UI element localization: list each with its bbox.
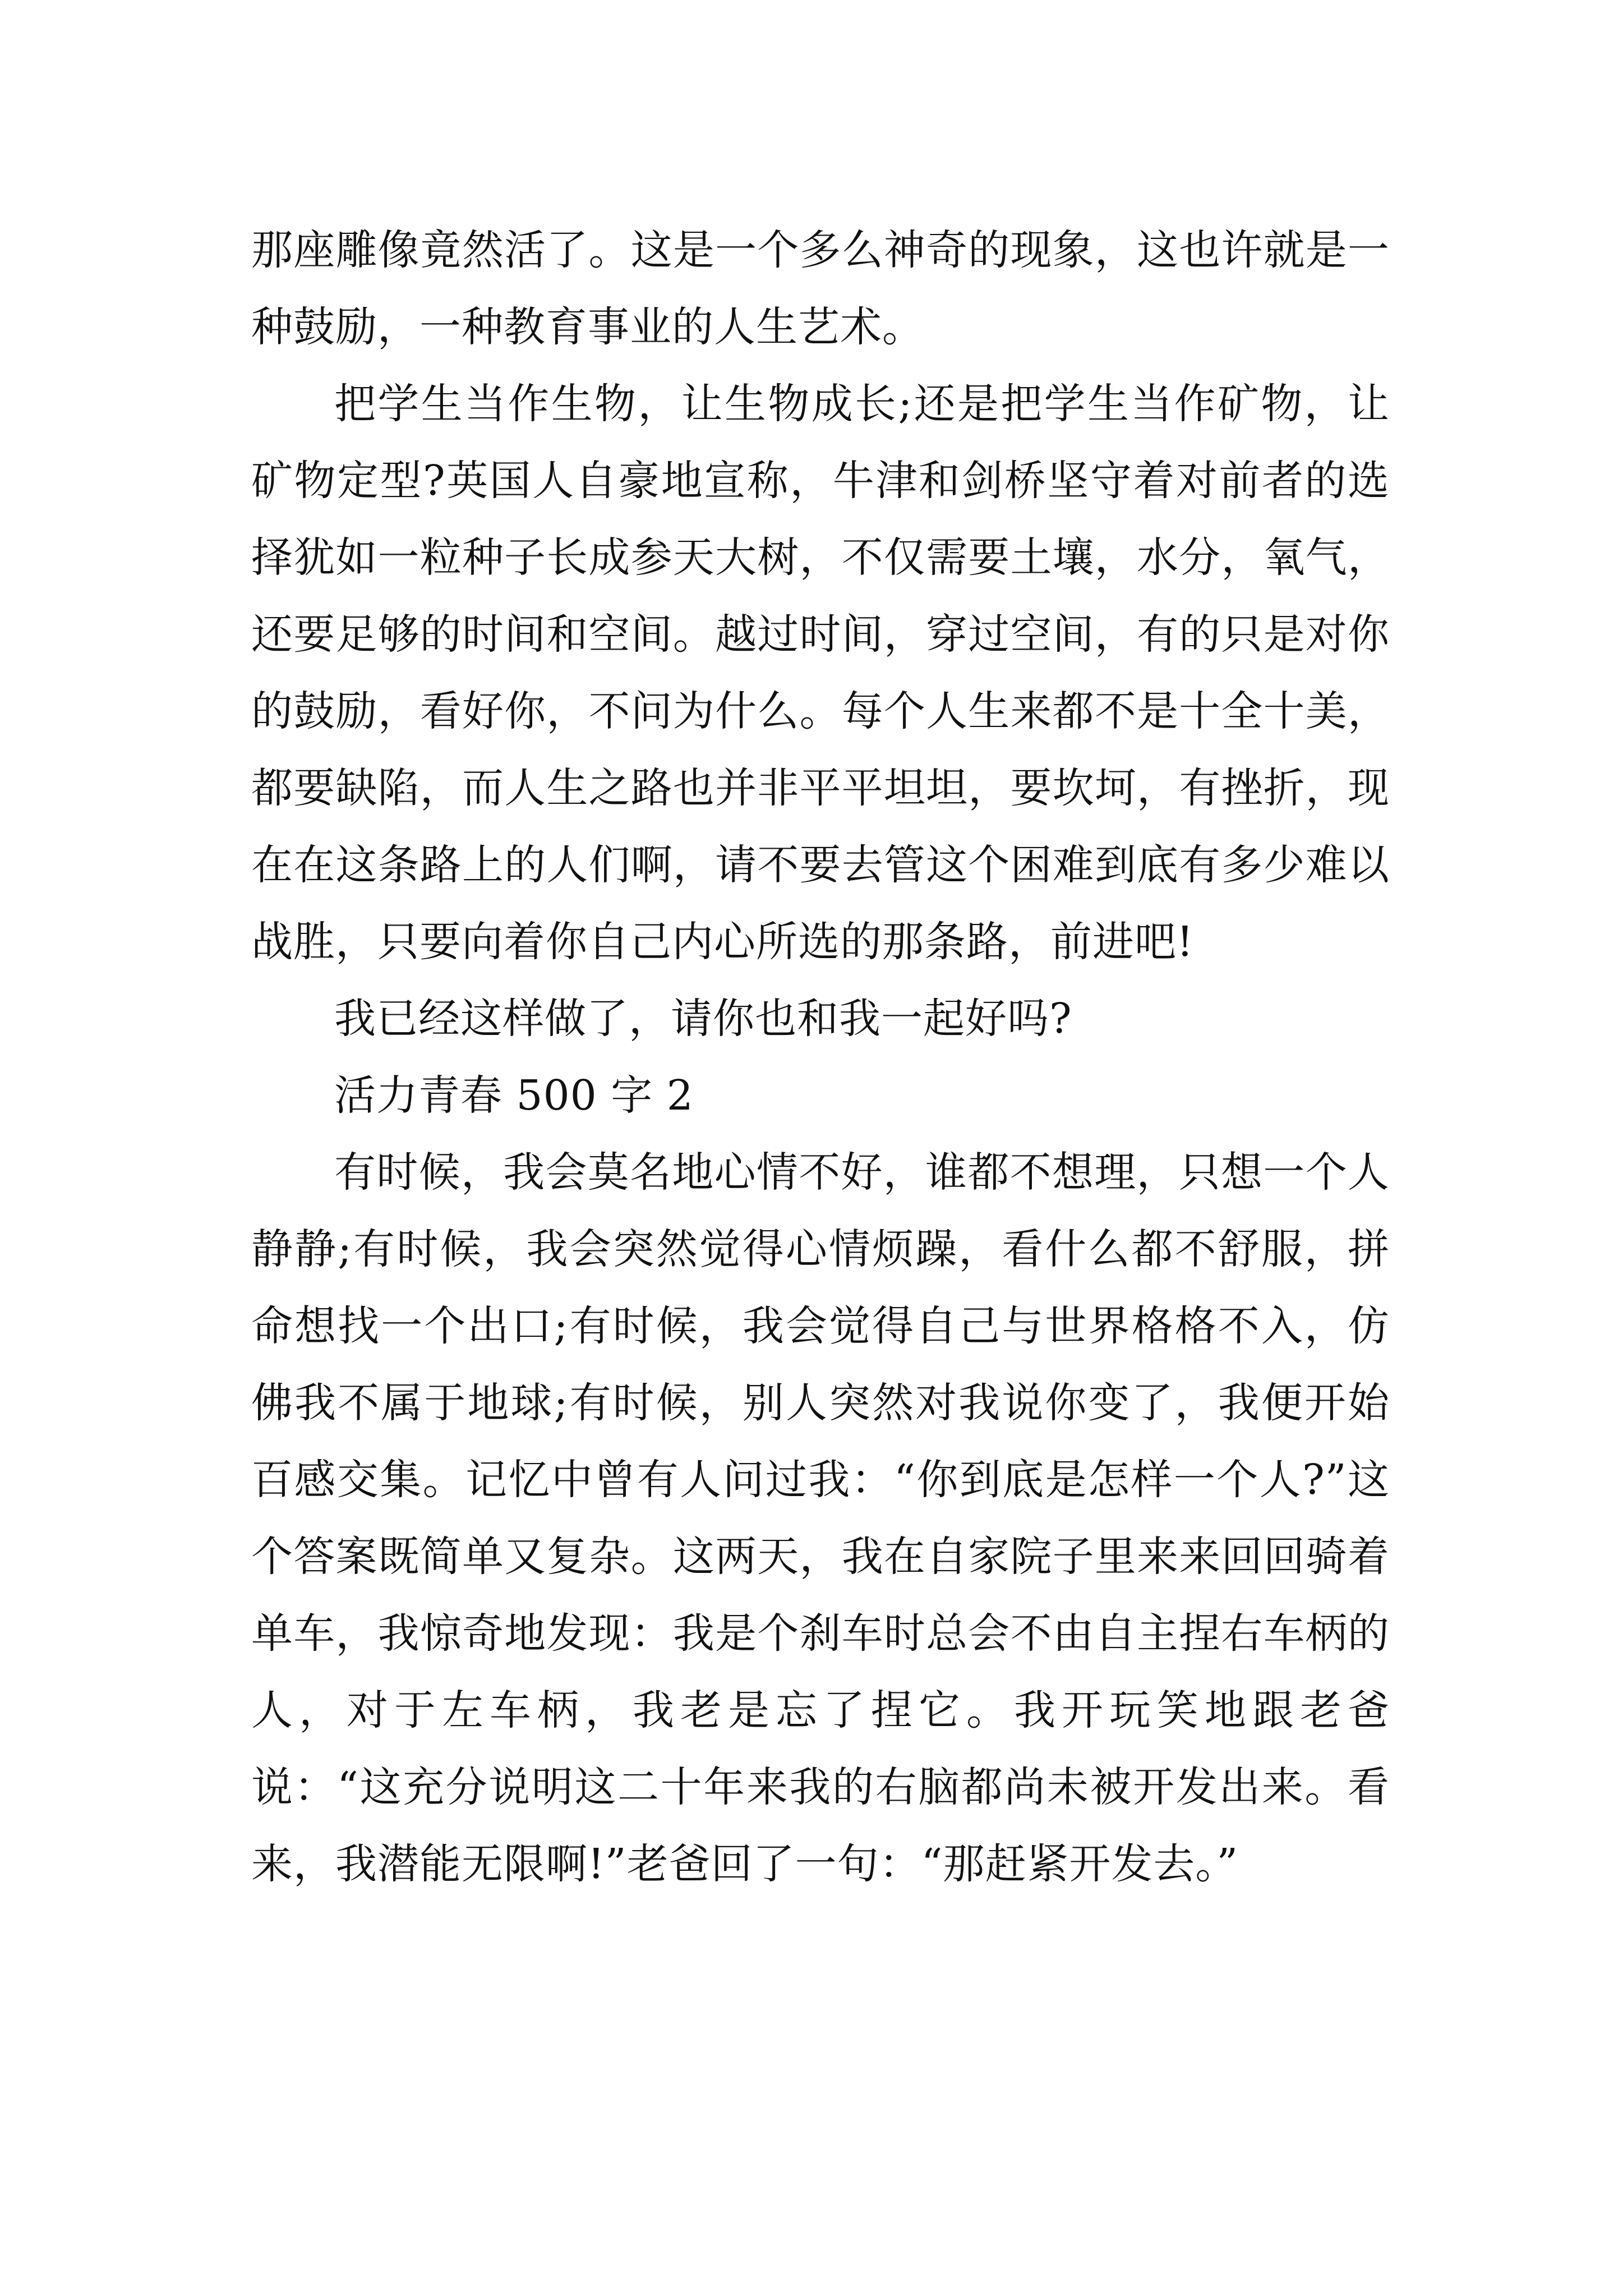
paragraph-1: 那座雕像竟然活了。这是一个多么神奇的现象，这也许就是一种鼓励，一种教育事业的人生艺术。 xyxy=(251,226,1390,351)
paragraph-4: 有时候，我会莫名地心情不好，谁都不想理，只想一个人静静;有时候，我会突然觉得心情烦躁，看什么都不舒服，拼命想找一个出口;有时候，我会觉得自己与世界格格不入，仿佛我不属于地球;有时候，别人突然对我说你变了，我便开始百感交集。记忆中曾有人问过我：“你到底是怎样一个人?”这个答案既简单又复杂。这两天，我在自家院子里来来回回骑着单车，我惊奇地发现：我是个刹车时总会不由自主捏右车柄的人，对于左车柄，我老是忘了捏它。我开玩笑地跟老爸说：“这充分说明这二十年来我的右脑都尚未被开发出来。看来，我潜能无限啊!”老爸回了一句：“那赶紧开发去。” xyxy=(251,1148,1390,1888)
paragraph-2: 把学生当作生物，让生物成长;还是把学生当作矿物，让矿物定型?英国人自豪地宣称，牛津和剑桥坚守着对前者的选择犹如一粒种子长成参天大树，不仅需要土壤，水分，氧气，还要足够的时间和空间。越过时间，穿过空间，有的只是对你的鼓励，看好你，不问为什么。每个人生来都不是十全十美，都要缺陷，而人生之路也并非平平坦坦，要坎坷，有挫折，现在在这条路上的人们啊，请不要去管这个困难到底有多少难以战胜，只要向着你自己内心所选的那条路，前进吧! xyxy=(251,380,1390,966)
document-body xyxy=(251,212,1390,1903)
paragraph-3: 我已经这样做了，请你也和我一起好吗? xyxy=(334,995,1072,1043)
section-heading: 活力青春 500 字 2 xyxy=(334,1071,694,1120)
